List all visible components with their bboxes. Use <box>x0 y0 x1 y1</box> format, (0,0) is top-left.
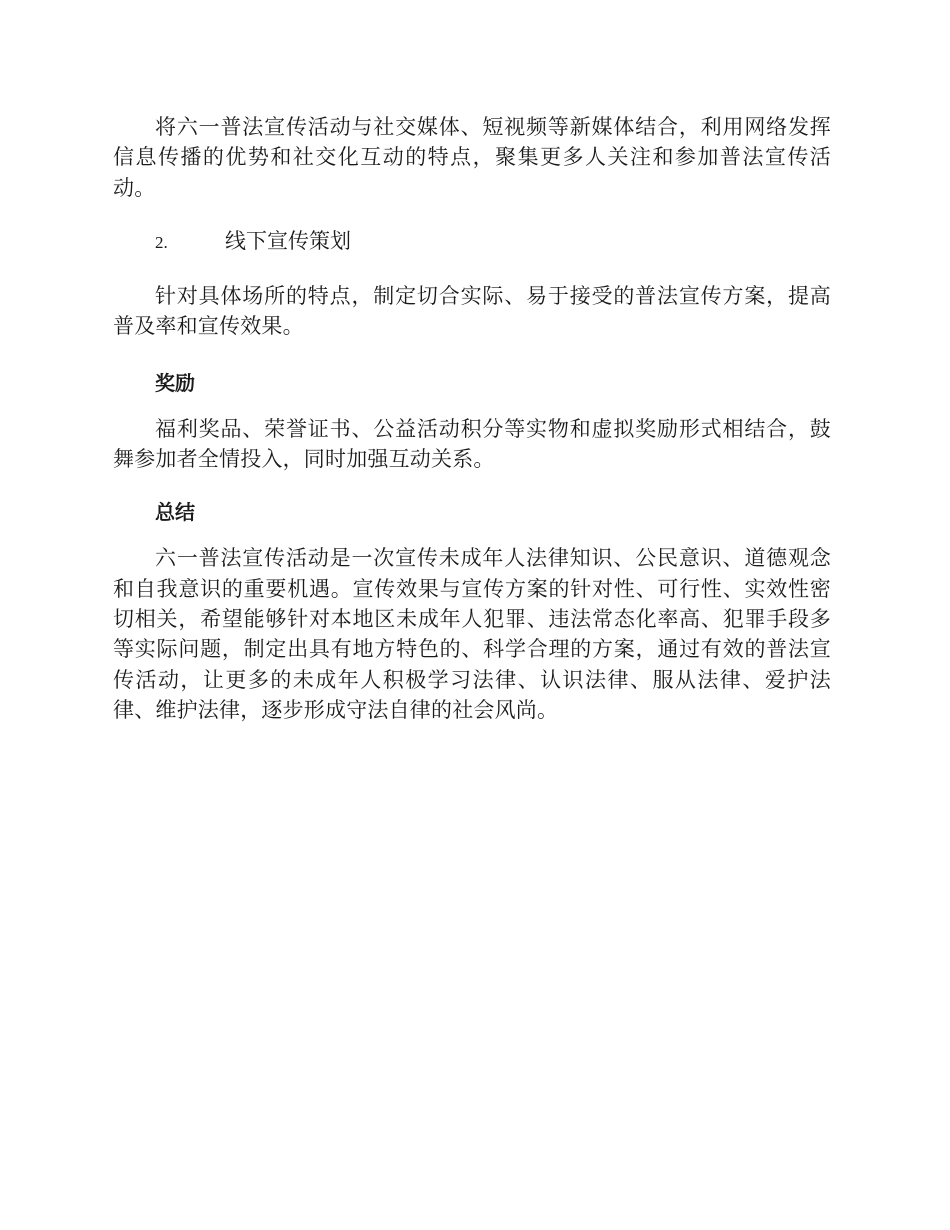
list-item-text: 线下宣传策划 <box>225 228 351 253</box>
document-page <box>113 112 831 725</box>
heading-summary: 总结 <box>155 500 195 525</box>
list-item-number: 2. <box>155 232 168 252</box>
heading-reward: 奖励 <box>155 370 195 395</box>
paragraph-reward: 福利奖品、荣誉证书、公益活动积分等实物和虚拟奖励形式相结合，鼓舞参加者全情投入，同时加强互动关系。 <box>113 416 831 472</box>
paragraph-offline-plan: 针对具体场所的特点，制定切合实际、易于接受的普法宣传方案，提高普及率和宣传效果。 <box>113 284 831 339</box>
paragraph-new-media: 将六一普法宣传活动与社交媒体、短视频等新媒体结合，利用网络发挥信息传播的优势和社交化互动的特点，聚集更多人关注和参加普法宣传活动。 <box>113 115 831 200</box>
list-item-offline <box>113 226 831 258</box>
paragraph-summary: 六一普法宣传活动是一次宣传未成年人法律知识、公民意识、道德观念和自我意识的重要机遇。宣传效果与宣传方案的针对性、可行性、实效性密切相关，希望能够针对本地区未成年人犯罪、违法常态化率高、犯罪手段多等实际问题，制定出具有地方特色的、科学合理的方案，通过有效的普法宣传活动，让更多的未成年人积极学习法律、认识法律、服从法律、爱护法律、维护法律，逐步形成守法自律的社会风尚。 <box>113 546 831 722</box>
